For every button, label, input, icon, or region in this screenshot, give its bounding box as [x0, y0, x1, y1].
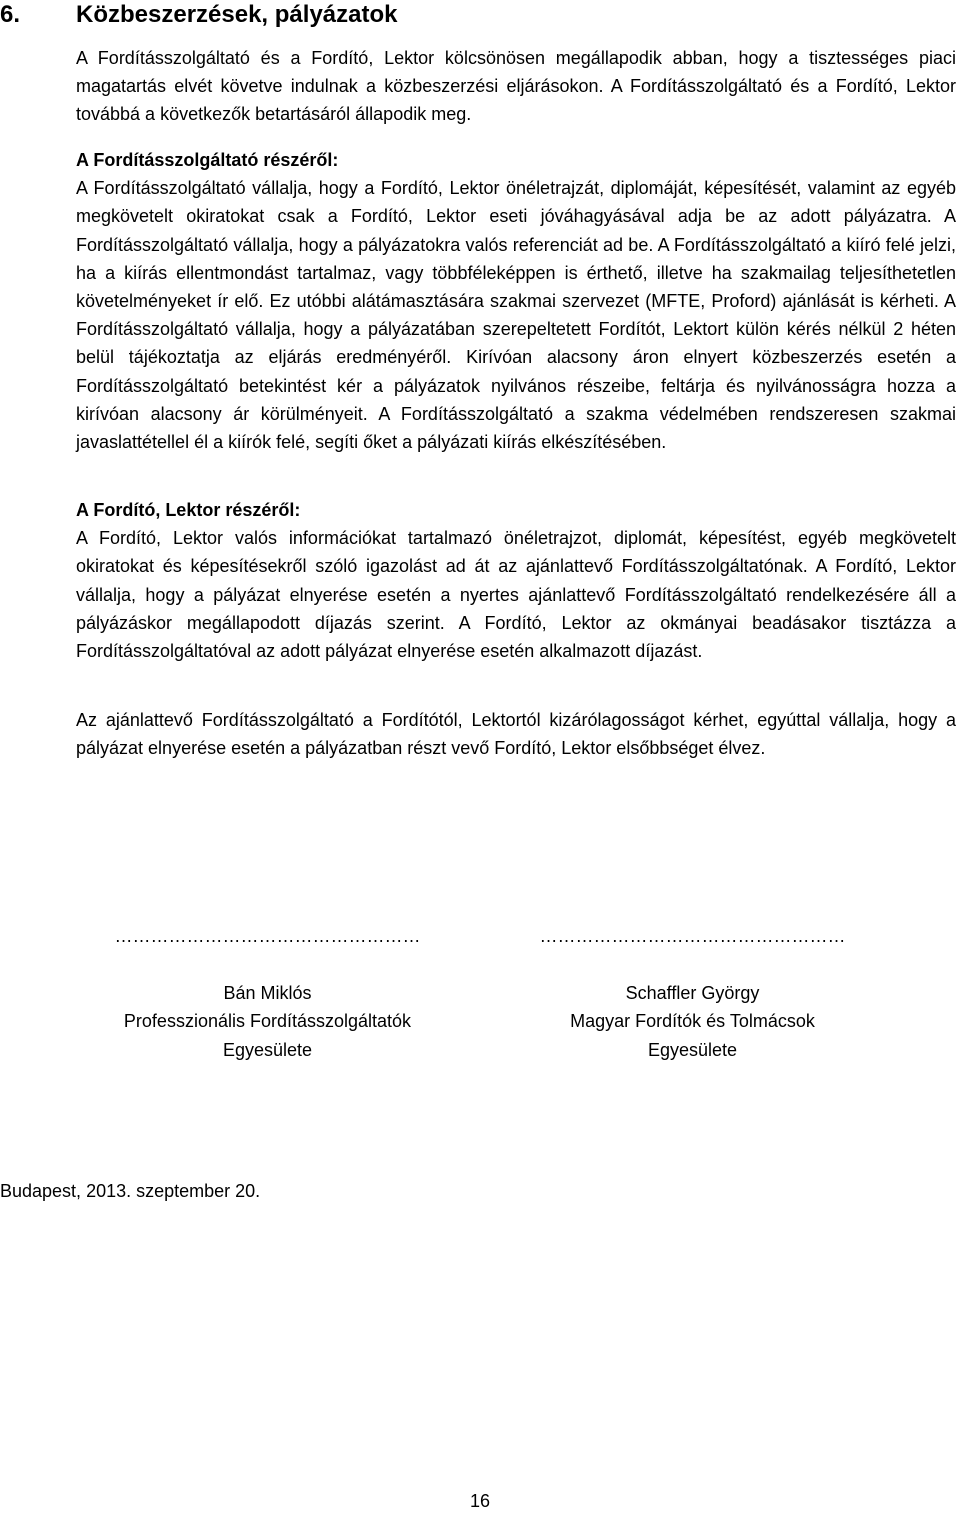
signatory-name: Schaffler György	[625, 982, 760, 1003]
intro-block	[76, 44, 956, 129]
signatory-organization: Professzionális Fordításszolgáltatók	[123, 1011, 412, 1031]
signatory-organization-suffix: Egyesülete	[647, 1039, 738, 1060]
section-title: Közbeszerzések, pályázatok	[76, 1, 398, 28]
signatory-organization-suffix: Egyesülete	[222, 1039, 313, 1060]
translator-section	[76, 496, 956, 665]
signature-line: ……………………………………………	[539, 926, 846, 946]
signature-block-right	[500, 922, 885, 1064]
closing-paragraph: Az ajánlattevő Fordításszolgáltató a Fordítótól, Lektortól kizárólagosságot kérhet, egyúttal vállalja, hogy a pályázat elnyerése esetén a pályázatban részt vevő Fordító, Lektor elsőbbséget élvez.	[76, 710, 956, 759]
provider-paragraph: A Fordításszolgáltató vállalja, hogy a Fordító, Lektor önéletrajzát, diplomáját, képesítését, valamint az egyéb megkövetelt okiratokat csak a Fordító, Lektor eseti jóváhagyásával adja be az adott pályázatra. A Fordításszolgáltató vállalja, hogy a pályázatokra valós referenciát ad be. A Fordításszolgáltató a kiíró felé jelzi, ha a kiírás ellentmondást tartalmaz, vagy többféleképpen is érthető, illetve ha szakmailag teljesíthetetlen követelményeket ír elő. Ez utóbbi alátámasztására szakmai szervezet (MFTE, Proford) ajánlását is kérheti. A Fordításszolgáltató vállalja, hogy a pályázatában szerepeltetett Fordítót, Lektort külön kérés nélkül 2 héten belül tájékoztatja az eljárás eredményéről. Kirívóan alacsony áron elnyert közbeszerzés esetén a Fordításszolgáltató betekintést kér a pályázatok nyilvános részeibe, feltárja és nyilvánosságra hozza a kirívóan alacsony ár körülményeit. A Fordításszolgáltató a szakma védelmében rendszeresen szakmai javaslattétellel él a kiírók felé, segíti őket a pályázati kiírás elkészítésében.	[76, 178, 956, 453]
translator-paragraph: A Fordító, Lektor valós információkat tartalmazó önéletrajzot, diplomát, képesítést, egyéb megkövetelt okiratokat és képesítésekről szóló igazolást ad át az ajánlattevő Fordításszolgáltatónak. A Fordító, Lektor vállalja, hogy a pályázat elnyerése esetén a nyertes ajánlattevő Fordításszolgáltató rendelkezésére áll a pályázáskor megállapodott díjazás szerint. A Fordító, Lektor az okmányai beadásakor tisztázza a Fordításszolgáltatóval az adott pályázat elnyerése esetén alkalmazott díjazást.	[76, 528, 956, 662]
signatory-organization: Magyar Fordítók és Tolmácsok	[570, 1011, 815, 1031]
page-number: 16	[469, 1491, 491, 1511]
place-and-date: Budapest, 2013. szeptember 20.	[0, 1181, 261, 1201]
provider-section	[76, 146, 956, 456]
signature-line: ……………………………………………	[114, 926, 421, 946]
section-heading	[0, 0, 960, 30]
translator-heading: A Fordító, Lektor részéről:	[76, 500, 301, 520]
provider-heading: A Fordításszolgáltató részéről:	[76, 150, 339, 170]
closing-block	[76, 706, 956, 762]
signatory-name: Bán Miklós	[223, 982, 312, 1003]
section-number: 6.	[0, 1, 21, 28]
signature-block-left	[80, 922, 455, 1064]
intro-paragraph: A Fordításszolgáltató és a Fordító, Lektor kölcsönösen megállapodik abban, hogy a tisztességes piaci magatartás elvét követve indulnak a közbeszerzési eljárásokon. A Fordításszolgáltató és a Fordító, Lektor továbbá a következők betartásáról állapodik meg.	[76, 48, 956, 125]
